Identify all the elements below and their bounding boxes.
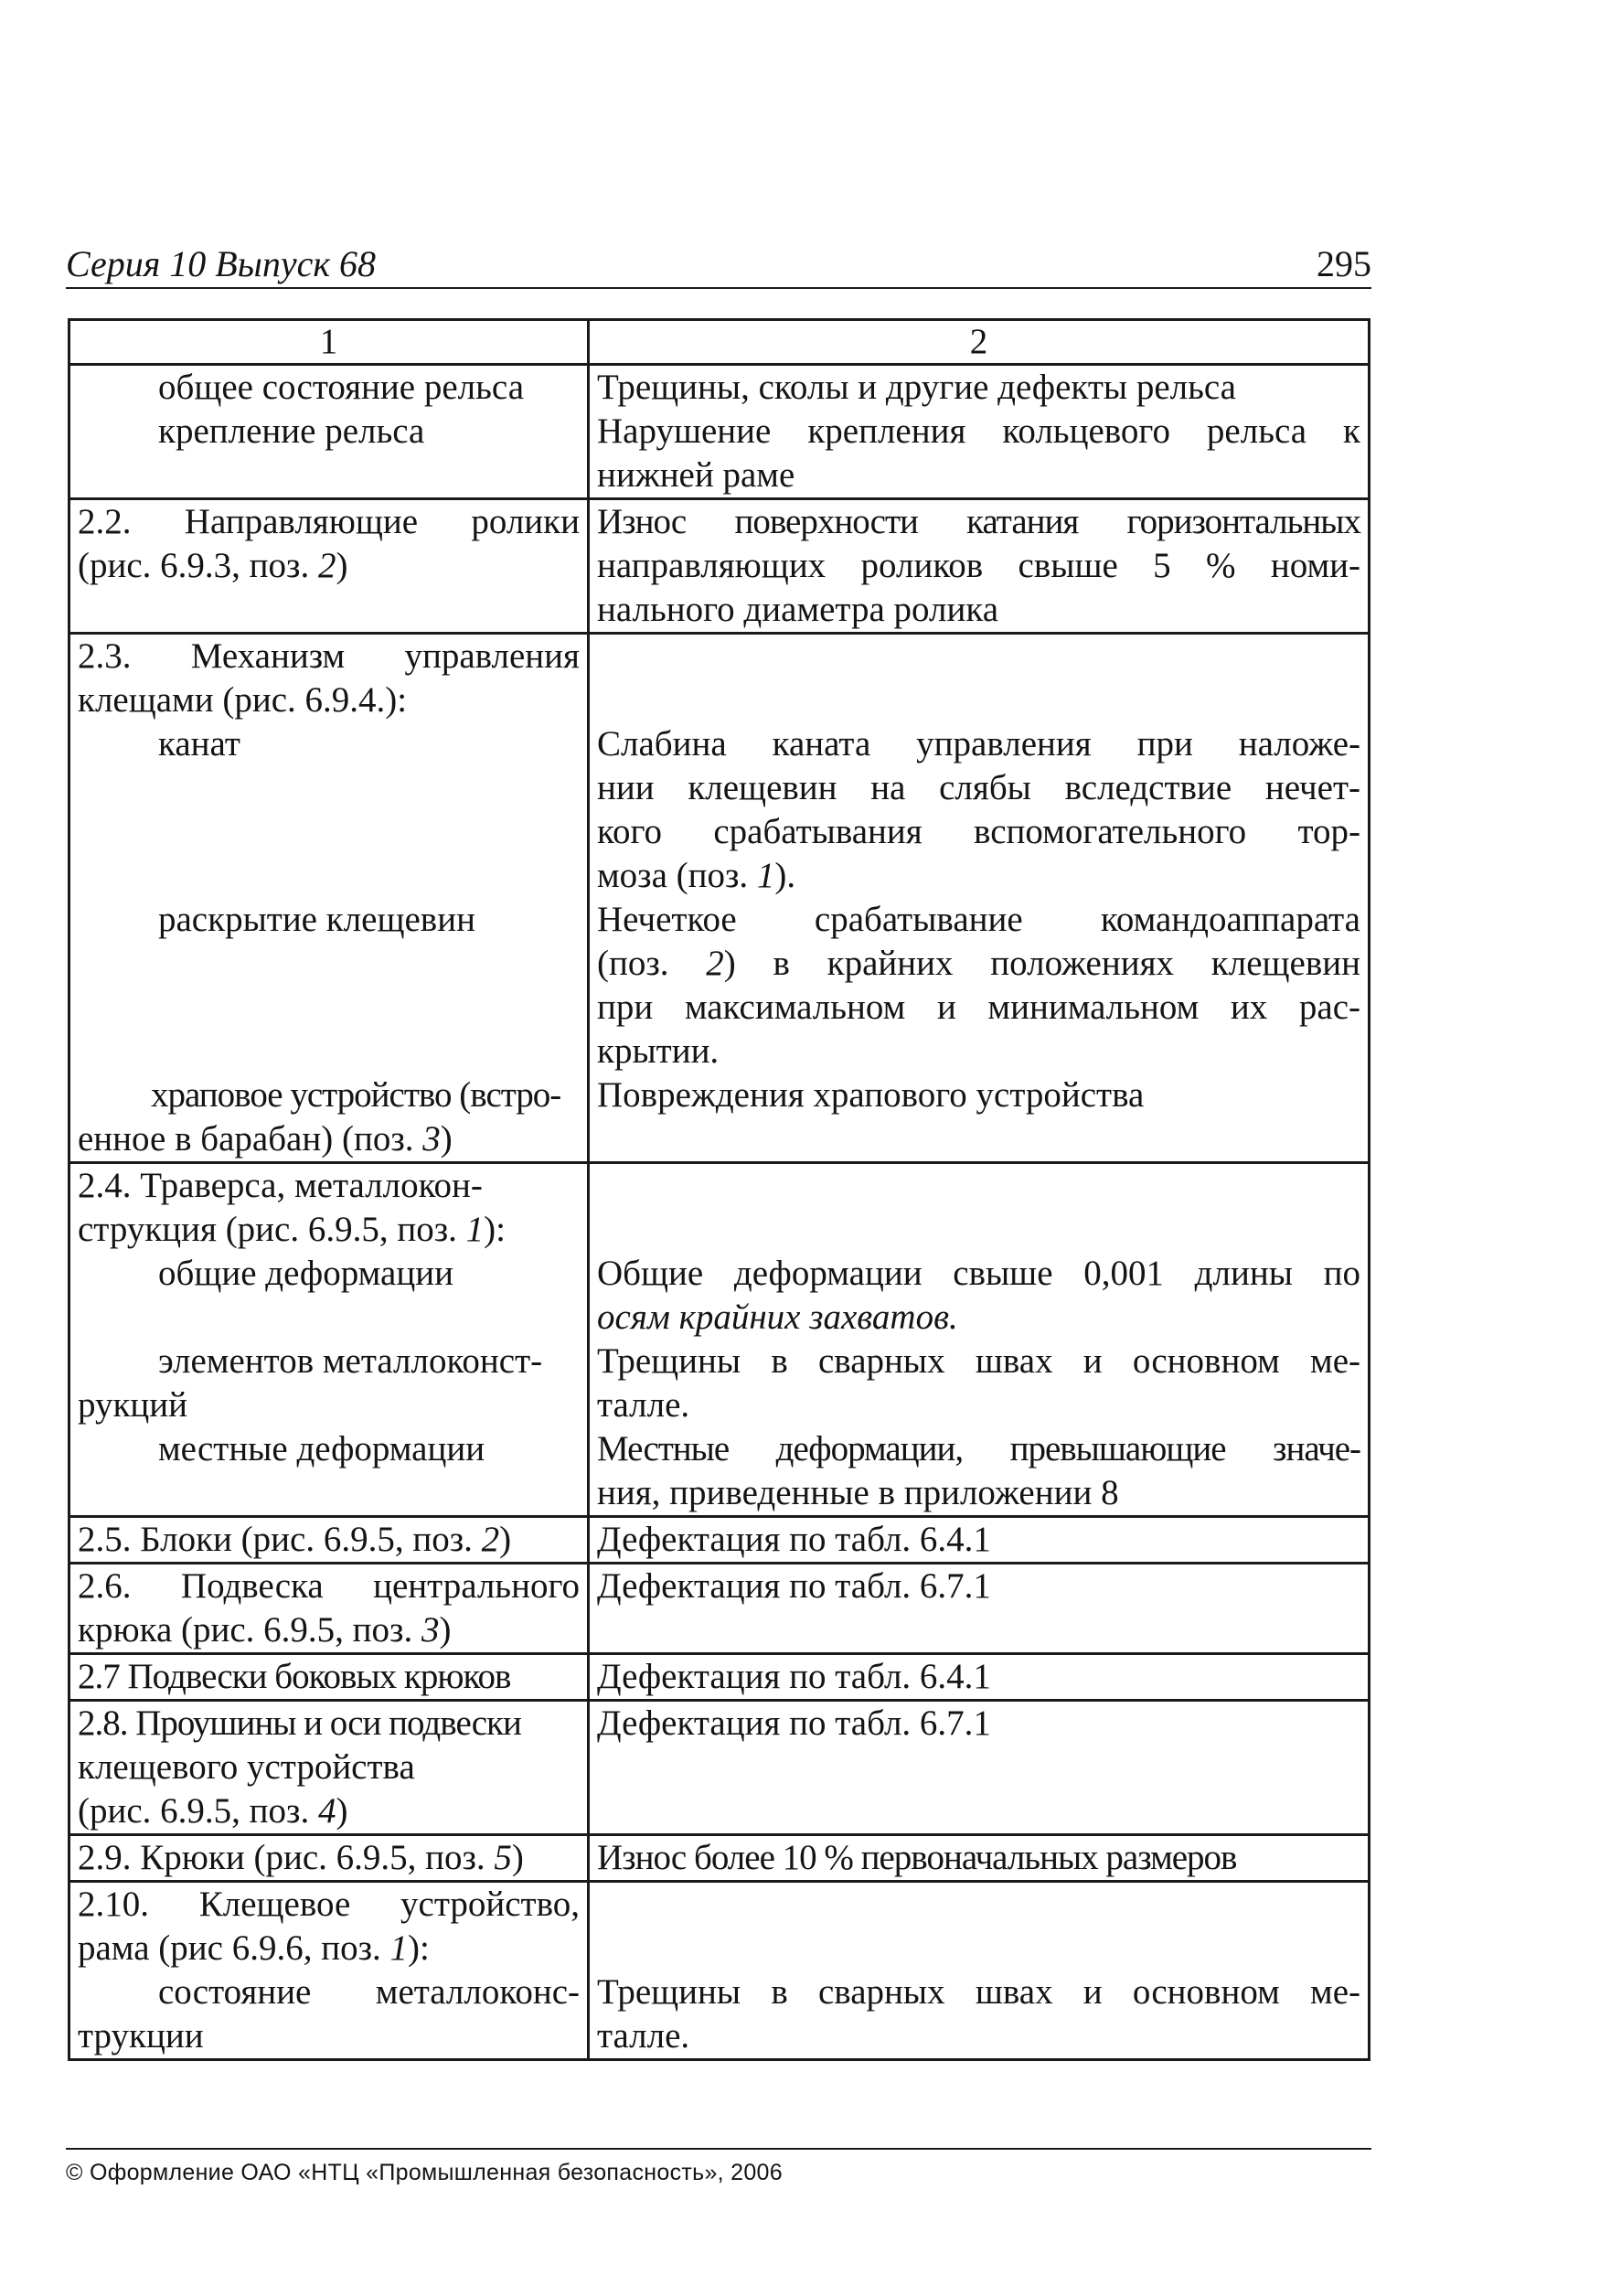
row-defect-cell bbox=[589, 365, 1370, 499]
row-defect-cell bbox=[589, 1654, 1370, 1701]
item-label: 2.6. Подвеска центрального bbox=[78, 1566, 580, 1606]
item-label: рама (рис 6.9.6, поз. 1): bbox=[78, 1928, 430, 1968]
table-header-row bbox=[69, 320, 1370, 365]
item-label: 2.9. Крюки (рис. 6.9.5, поз. 5) bbox=[78, 1838, 524, 1877]
row-item-cell bbox=[69, 1163, 589, 1517]
defect-line: талле. bbox=[597, 2016, 690, 2056]
defect-line: Дефектация по табл. 6.7.1 bbox=[597, 1566, 991, 1606]
item-label: местные деформации bbox=[158, 1429, 485, 1468]
column-header-2: 2 bbox=[589, 320, 1370, 365]
table-row bbox=[69, 634, 1370, 1163]
defect-line: кого срабатывания вспомогательного тор- bbox=[597, 812, 1360, 851]
item-label: 2.4. Траверса, металлокон- bbox=[78, 1166, 483, 1205]
defect-line: Общие деформации свыше 0,001 длины по bbox=[597, 1254, 1360, 1293]
column-header-1: 1 bbox=[69, 320, 589, 365]
row-item-cell bbox=[69, 365, 589, 499]
defect-line: Трещины в сварных швах и основном ме- bbox=[597, 1972, 1360, 2012]
row-defect-cell bbox=[589, 1517, 1370, 1564]
table-row bbox=[69, 1564, 1370, 1654]
row-item-cell bbox=[69, 1701, 589, 1835]
item-label: рукций bbox=[78, 1385, 188, 1425]
row-item-cell bbox=[69, 1882, 589, 2060]
table-row bbox=[69, 1517, 1370, 1564]
defect-line: Нечеткое срабатывание командоаппарата bbox=[597, 900, 1360, 939]
defect-line: Трещины в сварных швах и основном ме- bbox=[597, 1341, 1360, 1381]
row-defect-cell bbox=[589, 1882, 1370, 2060]
copyright-footer: © Оформление ОАО «НТЦ «Промышленная безопасность», 2006 bbox=[66, 2160, 783, 2185]
defect-line: Местные деформации, превышающие значе- bbox=[597, 1429, 1360, 1468]
row-defect-cell bbox=[589, 634, 1370, 1163]
defect-line: (поз. 2) в крайних положениях клещевин bbox=[597, 944, 1361, 983]
defect-line: нального диаметра ролика bbox=[597, 590, 998, 629]
page-header bbox=[66, 236, 1371, 289]
item-label: крепление рельса bbox=[158, 411, 425, 451]
row-item-cell bbox=[69, 1517, 589, 1564]
table-row bbox=[69, 1654, 1370, 1701]
defect-line: моза (поз. 1). bbox=[597, 856, 796, 895]
item-label: енное в барабан) (поз. 3) bbox=[78, 1119, 453, 1159]
footer-divider bbox=[66, 2148, 1371, 2150]
defect-line: талле. bbox=[597, 1385, 690, 1425]
defects-table bbox=[68, 318, 1370, 2061]
item-label: 2.3. Механизм управления bbox=[78, 636, 580, 676]
item-label: 2.2. Направляющие ролики bbox=[78, 502, 580, 541]
row-defect-cell bbox=[589, 1701, 1370, 1835]
item-label: храповое устройство (встро- bbox=[151, 1075, 561, 1115]
defect-line: Дефектация по табл. 6.4.1 bbox=[597, 1520, 991, 1559]
row-item-cell bbox=[69, 499, 589, 634]
row-defect-cell bbox=[589, 1835, 1370, 1882]
defect-line: Слабина каната управления при наложе- bbox=[597, 724, 1360, 764]
item-label: элементов металлоконст- bbox=[158, 1341, 543, 1381]
row-item-cell bbox=[69, 1835, 589, 1882]
defect-line: нии клещевин на слябы вследствие нечет- bbox=[597, 768, 1360, 807]
item-label: 2.10. Клещевое устройство, bbox=[78, 1885, 580, 1924]
defect-line: при максимальном и минимальном их рас- bbox=[597, 988, 1360, 1027]
item-label: клещами (рис. 6.9.4.): bbox=[78, 680, 408, 720]
row-defect-cell bbox=[589, 1564, 1370, 1654]
item-label: (рис. 6.9.5, поз. 4) bbox=[78, 1791, 348, 1831]
table-row bbox=[69, 1701, 1370, 1835]
item-label: клещевого устройства bbox=[78, 1747, 415, 1787]
defect-line: Дефектация по табл. 6.7.1 bbox=[597, 1703, 991, 1743]
defect-line: Трещины, сколы и другие дефекты рельса bbox=[597, 368, 1236, 407]
row-item-cell bbox=[69, 634, 589, 1163]
defect-line: Повреждения храпового устройства bbox=[597, 1075, 1145, 1115]
item-label: общее состояние рельса bbox=[158, 368, 525, 407]
item-label: канат bbox=[158, 724, 240, 764]
item-label: струкция (рис. 6.9.5, поз. 1): bbox=[78, 1210, 506, 1249]
item-label: раскрытие клещевин bbox=[158, 900, 475, 939]
row-item-cell bbox=[69, 1564, 589, 1654]
defect-line: нижней раме bbox=[597, 455, 795, 495]
row-item-cell bbox=[69, 1654, 589, 1701]
defect-line: крытии. bbox=[597, 1031, 720, 1071]
item-label: крюка (рис. 6.9.5, поз. 3) bbox=[78, 1610, 452, 1650]
item-label: (рис. 6.9.3, поз. 2) bbox=[78, 546, 348, 585]
item-label: 2.7 Подвески боковых крюков bbox=[78, 1657, 511, 1696]
table-row bbox=[69, 1835, 1370, 1882]
defect-line: Износ поверхности катания горизонтальных bbox=[597, 502, 1360, 541]
item-label: общие деформации bbox=[158, 1254, 453, 1293]
defect-line: Дефектация по табл. 6.4.1 bbox=[597, 1657, 991, 1696]
item-label: состояние металлоконс- bbox=[158, 1972, 580, 2012]
row-defect-cell bbox=[589, 499, 1370, 634]
row-defect-cell bbox=[589, 1163, 1370, 1517]
table-row bbox=[69, 499, 1370, 634]
item-label: трукции bbox=[78, 2016, 204, 2056]
table-row bbox=[69, 365, 1370, 499]
defect-line: Износ более 10 % первоначальных размеров bbox=[597, 1838, 1237, 1877]
page-number: 295 bbox=[1317, 243, 1371, 284]
table-row bbox=[69, 1163, 1370, 1517]
item-label: 2.5. Блоки (рис. 6.9.5, поз. 2) bbox=[78, 1520, 512, 1559]
defect-line: направляющих роликов свыше 5 % номи- bbox=[597, 546, 1360, 585]
item-label: 2.8. Проушины и оси подвески bbox=[78, 1703, 521, 1743]
defect-line: осям крайних захватов. bbox=[597, 1298, 958, 1337]
series-title: Серия 10 Выпуск 68 bbox=[66, 243, 377, 284]
defect-line: ния, приведенные в приложении 8 bbox=[597, 1473, 1119, 1512]
defect-line: Нарушение крепления кольцевого рельса к bbox=[597, 411, 1360, 451]
table-row bbox=[69, 1882, 1370, 2060]
